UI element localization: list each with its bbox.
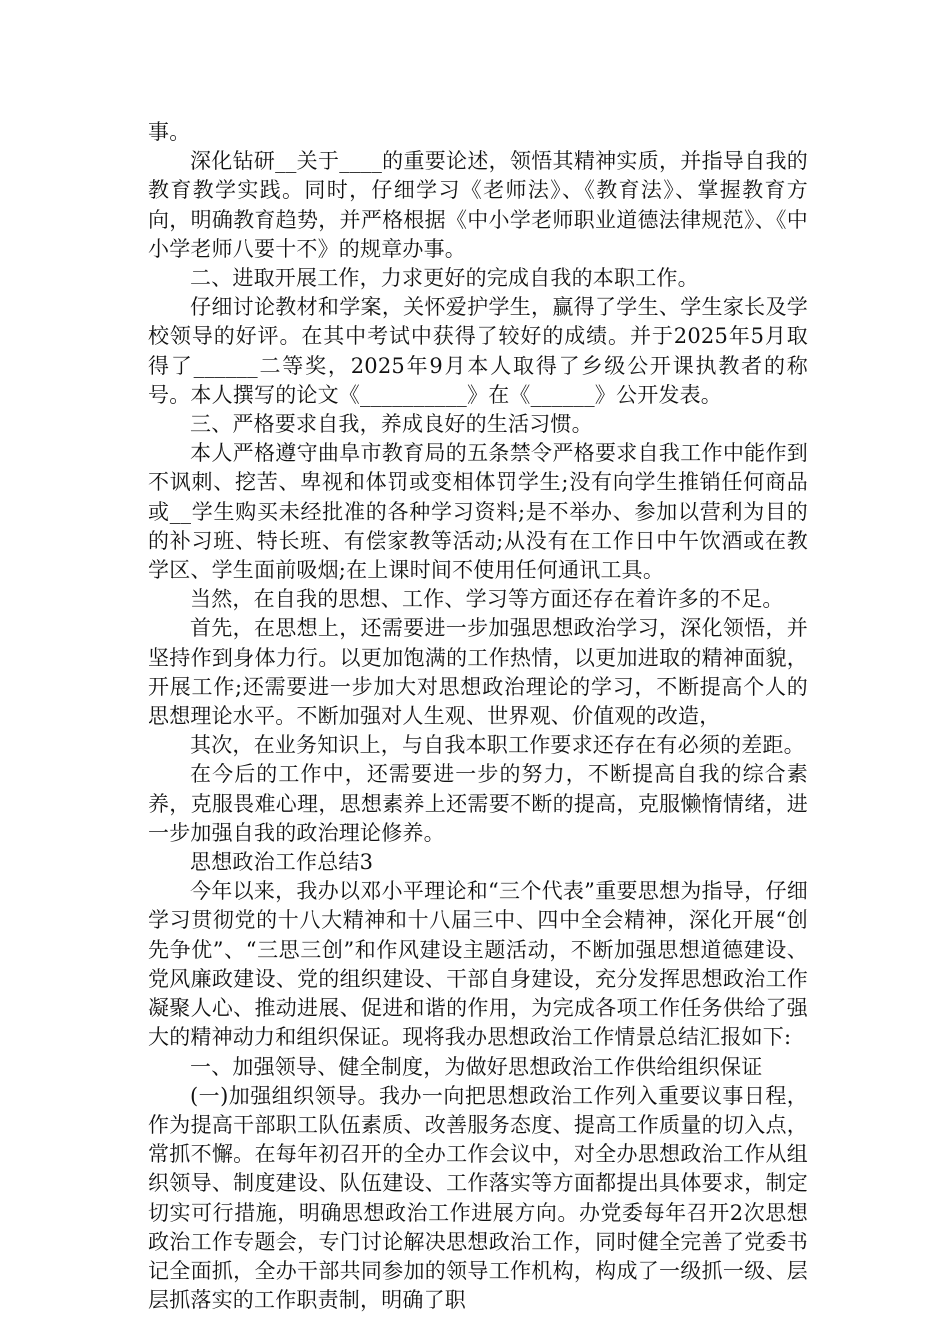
paragraph-shortcomings: 当然，在自我的思想、工作、学习等方面还存在着许多的不足。 [190,587,784,612]
paragraph-second: 其次，在业务知识上，与自我本职工作要求还存在有必须的差距。 [190,733,805,758]
paragraph-future: 在今后的工作中，还需要进一步的努力，不断提高自我的综合素养，克服畏难心理，思想素养上还需要不断的提高，克服懒惰情绪，进一步加强自我的政治理论修养。 [148,762,808,845]
document-body [148,118,808,1315]
paragraph-study: 深化钻研__关于____的重要论述，领悟其精神实质，并指导自我的教育教学实践。同时，仔细学习《老师法》、《教育法》、掌握教育方向，明确教育趋势，并严格根据《中小学老师职业道德法律规范》、《中小学老师八要十不》的规章办事。 [148,149,808,261]
section-heading-3: 三、严格要求自我，养成良好的生活习惯。 [190,412,593,437]
paragraph-intro-3: 今年以来，我办以邓小平理论和“三个代表”重要思想为指导，仔细学习贯彻党的十八大精神和十八届三中、四中全会精神，深化开展“创先争优”、“三思三创”和作风建设主题活动，不断加强思想道德建设、党风廉政建设、党的组织建设、干部自身建设，充分发挥思想政治工作凝聚人心、推动进展、促进和谐的作用，为完成各项工作任务供给了强大的精神动力和组织保证。现将我办思想政治工作情景总结汇报如下: [148,879,808,1050]
paragraph-organization: (一)加强组织领导。我办一向把思想政治工作列入重要议事日程，作为提高干部职工队伍素质、改善服务态度、提高工作质量的切入点，常抓不懈。在每年初召开的全办工作会议中，对全办思想政治工作从组织领导、制度建设、队伍建设、工作落实等方面都提出具体要求，制定切实可行措施，明确思想政治工作进展方向。办党委每年召开2次思想政治工作专题会，专门讨论解决思想政治工作，同时健全完善了党委书记全面抓，全办干部共同参加的领导工作机构，构成了一级抓一级、层层抓落实的工作职责制，明确了职 [148,1083,808,1313]
paragraph-discipline: 本人严格遵守曲阜市教育局的五条禁令严格要求自我工作中能作到不讽刺、挖苦、卑视和体罚或变相体罚学生;没有向学生推销任何商品或__学生购买未经批准的各种学习资料;是不举办、参加以营利为目的的补习班、特长班、有偿家教等活动;从没有在工作日中午饮酒或在教学区、学生面前吸烟;在上课时间不使用任何通讯工具。 [148,441,808,583]
section-heading-2: 二、进取开展工作，力求更好的完成自我的本职工作。 [190,266,699,291]
paragraph-teaching: 仔细讨论教材和学案，关怀爱护学生，赢得了学生、学生家长及学校领导的好评。在其中考试中获得了较好的成绩。并于2025年5月取得了______二等奖，2025年9月本人取得了乡级公开课执教者的称号。本人撰写的论文《__________》在《______》公开发表。 [148,295,808,407]
section-heading-leadership: 一、加强领导、健全制度，为做好思想政治工作供给组织保证 [190,1054,763,1079]
summary-title-3: 思想政治工作总结3 [190,850,374,875]
paragraph-continuation: 事。 [148,120,191,144]
paragraph-first: 首先，在思想上，还需要进一步加强思想政治学习，深化领悟，并坚持作到身体力行。以更加饱满的工作热情，以更加进取的精神面貌，开展工作;还需要进一步加大对思想政治理论的学习，不断提高个人的思想理论水平。不断加强对人生观、世界观、价值观的改造， [148,616,808,729]
